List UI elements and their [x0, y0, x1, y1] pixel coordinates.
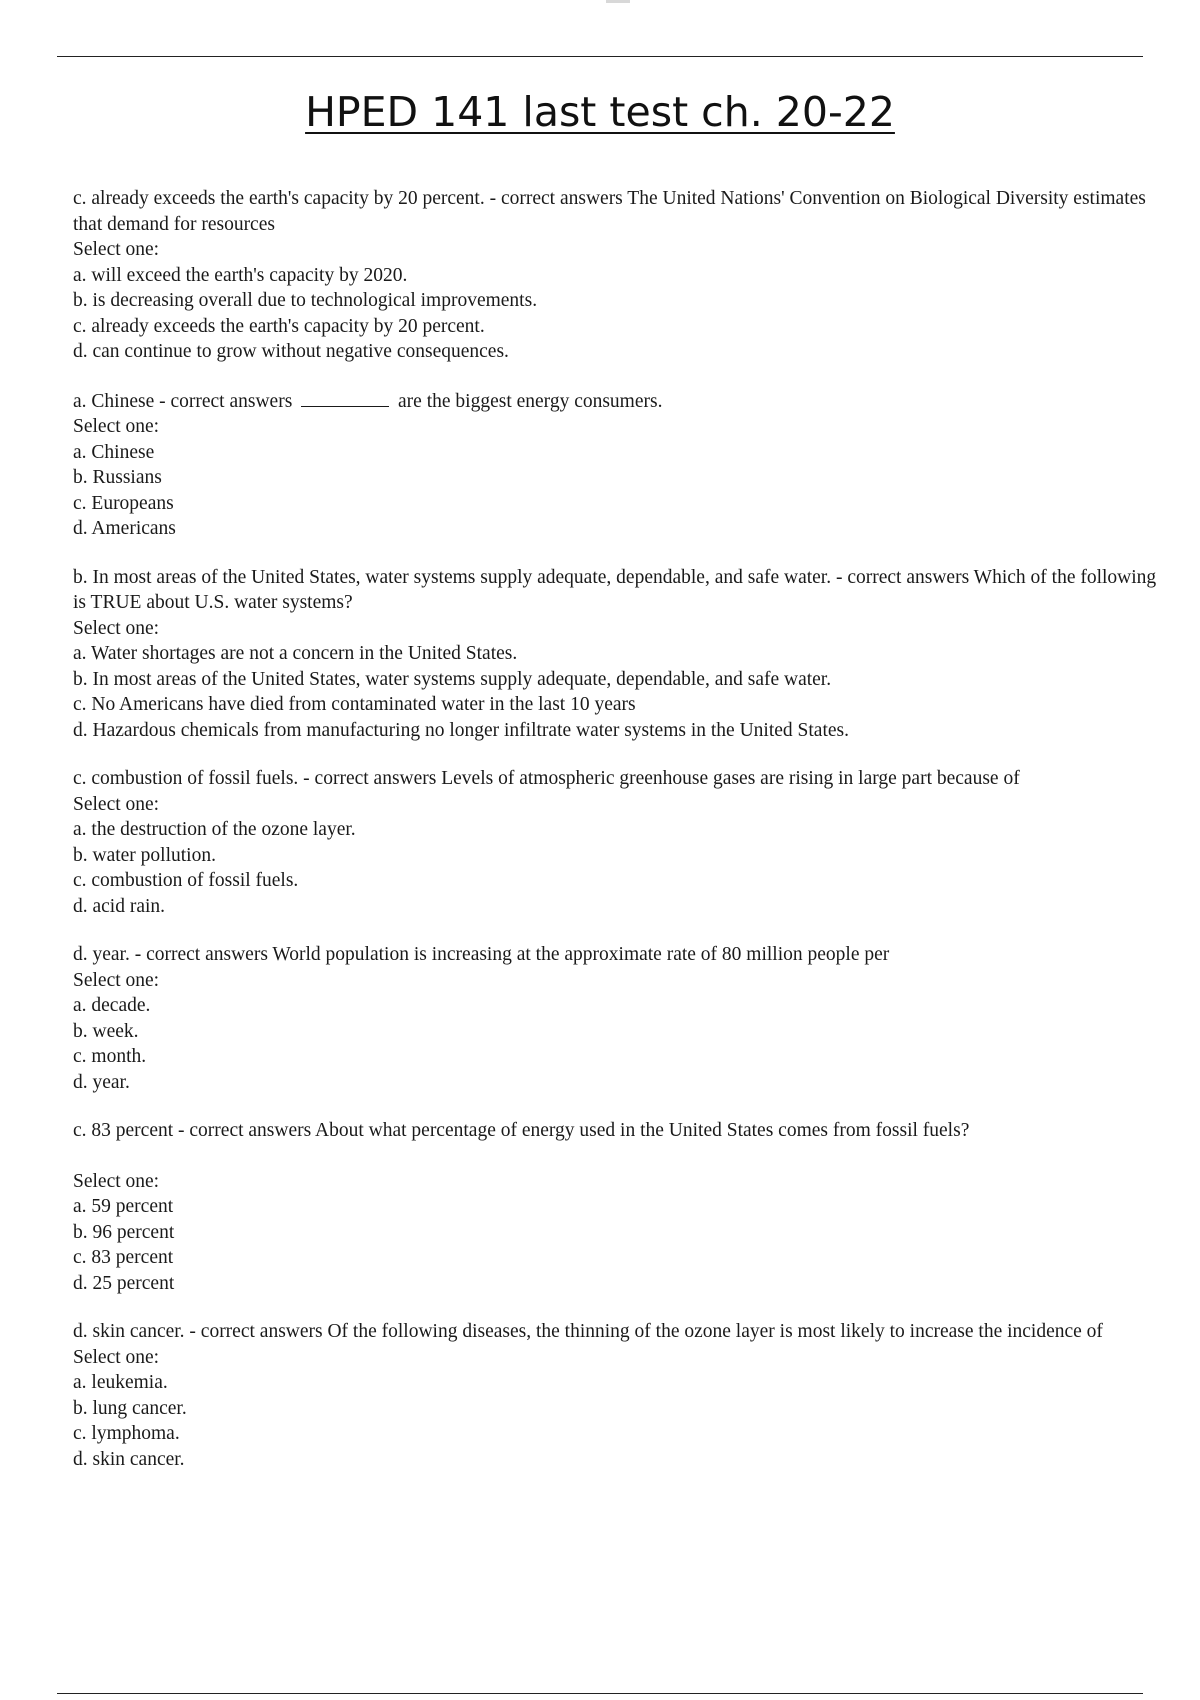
option-c: c. No Americans have died from contaminated water in the last 10 years [73, 694, 636, 715]
select-one-prompt: Select one: [73, 416, 160, 437]
option-c: c. Europeans [73, 492, 174, 514]
question-list [73, 186, 1168, 1472]
header-divider [57, 56, 1143, 57]
question-7 [73, 1319, 1168, 1472]
question-4 [73, 766, 1168, 919]
option-d: d. can continue to grow without negative consequences. [73, 341, 509, 362]
option-d: d. 25 percent [73, 1272, 175, 1294]
option-a: a. will exceed the earth's capacity by 2020. [73, 264, 408, 286]
select-one-prompt: Select one: [73, 969, 160, 991]
page-top-marker [606, 0, 630, 3]
option-b: b. Russians [73, 467, 162, 488]
question-answer-line [73, 388, 1168, 415]
select-one-prompt: Select one: [73, 793, 160, 815]
answer-text-after-blank: are the biggest energy consumers. [398, 390, 663, 412]
question-answer-line: c. combustion of fossil fuels. - correct answers Levels of atmospheric greenhouse gases are rising in large part because of [73, 768, 1020, 789]
option-b: b. lung cancer. [73, 1397, 187, 1419]
option-d: d. year. [73, 1071, 130, 1093]
question-2 [73, 388, 1168, 542]
option-a: a. decade. [73, 995, 151, 1016]
option-c: c. already exceeds the earth's capacity by 20 percent. [73, 315, 485, 337]
option-b: b. is decreasing overall due to technological improvements. [73, 290, 538, 311]
option-d: d. acid rain. [73, 895, 166, 917]
question-answer-line: d. year. - correct answers World population is increasing at the approximate rate of 80 million people per [73, 944, 890, 965]
question-answer-line: b. In most areas of the United States, water systems supply adequate, dependable, and safe water. - correct answers Which of the following is TRUE about U.S. water systems? [73, 566, 1157, 613]
option-c: c. lymphoma. [73, 1423, 180, 1444]
select-one-prompt: Select one: [73, 617, 160, 639]
option-b: b. 96 percent [73, 1221, 175, 1243]
footer-divider [57, 1693, 1143, 1694]
question-6 [73, 1118, 1168, 1296]
option-c: c. combustion of fossil fuels. [73, 870, 299, 891]
question-answer-line: c. 83 percent - correct answers About what percentage of energy used in the United States comes from fossil fuels? [73, 1120, 970, 1141]
question-answer-line: c. already exceeds the earth's capacity by 20 percent. - correct answers The United Nations' Convention on Biological Diversity estimates that demand for resources [73, 188, 1146, 235]
option-b: b. week. [73, 1020, 139, 1042]
fill-in-blank [301, 388, 389, 407]
option-a: a. Water shortages are not a concern in the United States. [73, 643, 518, 664]
question-3 [73, 565, 1168, 744]
option-a: a. 59 percent [73, 1196, 174, 1217]
option-a: a. Chinese [73, 441, 155, 463]
option-b: b. In most areas of the United States, water systems supply adequate, dependable, and safe water. [73, 668, 832, 690]
option-c: c. 83 percent [73, 1247, 174, 1268]
option-b: b. water pollution. [73, 844, 216, 866]
title-text: HPED 141 last test ch. 20-22 [305, 88, 895, 136]
question-answer-line: d. skin cancer. - correct answers Of the following diseases, the thinning of the ozone layer is most likely to increase the incidence of [73, 1321, 1103, 1342]
question-1 [73, 186, 1168, 365]
page-title [0, 86, 1200, 138]
option-d: d. skin cancer. [73, 1448, 185, 1470]
option-d: d. Hazardous chemicals from manufacturing no longer infiltrate water systems in the United States. [73, 719, 849, 741]
select-one-prompt: Select one: [73, 1346, 160, 1368]
answer-text-before-blank: a. Chinese - correct answers [73, 390, 293, 412]
question-5 [73, 942, 1168, 1095]
option-d: d. Americans [73, 518, 176, 539]
option-a: a. leukemia. [73, 1372, 168, 1393]
option-c: c. month. [73, 1046, 147, 1067]
select-one-prompt: Select one: [73, 239, 160, 260]
option-a: a. the destruction of the ozone layer. [73, 819, 356, 840]
select-one-prompt: Select one: [73, 1170, 160, 1192]
